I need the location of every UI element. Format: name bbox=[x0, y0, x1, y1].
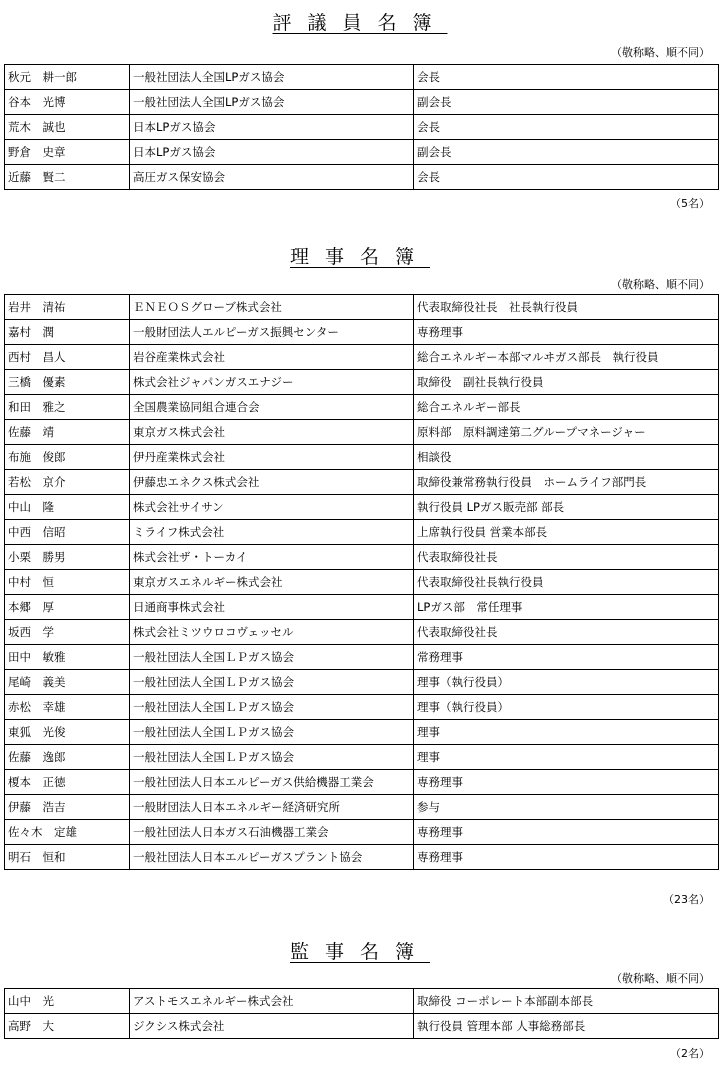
table-row bbox=[5, 345, 719, 370]
member-organization: 一般社団法人全国LPガス協会 bbox=[130, 65, 414, 90]
member-organization: 日通商事株式会社 bbox=[130, 595, 414, 620]
member-name: 和田 雅之 bbox=[5, 395, 130, 420]
member-organization: 株式会社ジャパンガスエナジー bbox=[130, 370, 414, 395]
member-organization: 伊丹産業株式会社 bbox=[130, 445, 414, 470]
table-row bbox=[5, 395, 719, 420]
table-row bbox=[5, 770, 719, 795]
member-organization: アストモスエネルギー株式会社 bbox=[130, 989, 414, 1014]
member-organization: 一般社団法人日本エルピーガス供給機器工業会 bbox=[130, 770, 414, 795]
member-position: 代表取締役社長 bbox=[414, 545, 719, 570]
table-row bbox=[5, 495, 719, 520]
member-name: 若松 京介 bbox=[5, 470, 130, 495]
table-row bbox=[5, 140, 719, 165]
member-position: 執行役員 LPガス販売部 部長 bbox=[414, 495, 719, 520]
member-organization: 全国農業協同組合連合会 bbox=[130, 395, 414, 420]
member-name: 高野 大 bbox=[5, 1014, 130, 1039]
table-row bbox=[5, 370, 719, 395]
member-organization: 一般財団法人日本エネルギー経済研究所 bbox=[130, 795, 414, 820]
table-row bbox=[5, 445, 719, 470]
member-position: 会長 bbox=[414, 165, 719, 190]
member-organization: 株式会社ミツウロコヴェッセル bbox=[130, 620, 414, 645]
member-position: 取締役 コーポレート本部副本部長 bbox=[414, 989, 719, 1014]
member-position: 総合エネルギー本部マルヰガス部長 執行役員 bbox=[414, 345, 719, 370]
member-name: 本郷 厚 bbox=[5, 595, 130, 620]
table-row bbox=[5, 320, 719, 345]
table-row bbox=[5, 90, 719, 115]
member-organization: ＥＮＥＯＳグローブ株式会社 bbox=[130, 295, 414, 320]
member-name: 田中 敏雅 bbox=[5, 645, 130, 670]
table-row bbox=[5, 1014, 719, 1039]
member-position: 取締役 副社長執行役員 bbox=[414, 370, 719, 395]
member-organization: 一般社団法人全国ＬＰガス協会 bbox=[130, 645, 414, 670]
table-row bbox=[5, 295, 719, 320]
honorific-note: （敬称略、順不同） bbox=[611, 972, 710, 985]
member-organization: 日本LPガス協会 bbox=[130, 115, 414, 140]
section-title-councillors: 評議員名簿 bbox=[272, 12, 448, 34]
table-row bbox=[5, 845, 719, 870]
member-position: LPガス部 常任理事 bbox=[414, 595, 719, 620]
member-position: 上席執行役員 営業本部長 bbox=[414, 520, 719, 545]
member-name: 谷本 光博 bbox=[5, 90, 130, 115]
member-name: 尾崎 義美 bbox=[5, 670, 130, 695]
member-organization: ジクシス株式会社 bbox=[130, 1014, 414, 1039]
auditors-table bbox=[4, 988, 719, 1039]
member-position: 専務理事 bbox=[414, 770, 719, 795]
table-row bbox=[5, 745, 719, 770]
member-count: （23名） bbox=[663, 893, 710, 906]
member-name: 佐々木 定雄 bbox=[5, 820, 130, 845]
member-name: 伊藤 浩吉 bbox=[5, 795, 130, 820]
member-position: 代表取締役社長 社長執行役員 bbox=[414, 295, 719, 320]
councillors-table bbox=[4, 64, 719, 190]
member-name: 西村 昌人 bbox=[5, 345, 130, 370]
member-name: 布施 俊郎 bbox=[5, 445, 130, 470]
member-name: 岩井 清祐 bbox=[5, 295, 130, 320]
member-name: 佐藤 逸郎 bbox=[5, 745, 130, 770]
member-name: 近藤 賢二 bbox=[5, 165, 130, 190]
table-row bbox=[5, 795, 719, 820]
member-name: 三橋 優素 bbox=[5, 370, 130, 395]
member-name: 坂西 学 bbox=[5, 620, 130, 645]
table-row bbox=[5, 620, 719, 645]
member-name: 明石 恒和 bbox=[5, 845, 130, 870]
member-position: 理事 bbox=[414, 720, 719, 745]
member-organization: 一般社団法人全国LPガス協会 bbox=[130, 90, 414, 115]
member-organization: 日本LPガス協会 bbox=[130, 140, 414, 165]
table-row bbox=[5, 720, 719, 745]
member-organization: 一般社団法人全国ＬＰガス協会 bbox=[130, 745, 414, 770]
honorific-note: （敬称略、順不同） bbox=[611, 46, 710, 59]
member-name: 中山 隆 bbox=[5, 495, 130, 520]
member-position: 総合エネルギー部長 bbox=[414, 395, 719, 420]
section-title-directors: 理事名簿 bbox=[289, 246, 430, 268]
member-name: 小栗 勝男 bbox=[5, 545, 130, 570]
member-organization: ミライフ株式会社 bbox=[130, 520, 414, 545]
table-row bbox=[5, 115, 719, 140]
table-row bbox=[5, 695, 719, 720]
member-position: 理事（執行役員） bbox=[414, 670, 719, 695]
member-name: 嘉村 潤 bbox=[5, 320, 130, 345]
table-row bbox=[5, 65, 719, 90]
honorific-note: （敬称略、順不同） bbox=[611, 278, 710, 291]
member-name: 中村 恒 bbox=[5, 570, 130, 595]
member-name: 秋元 耕一郎 bbox=[5, 65, 130, 90]
member-position: 会長 bbox=[414, 115, 719, 140]
table-row bbox=[5, 545, 719, 570]
member-position: 常務理事 bbox=[414, 645, 719, 670]
member-name: 赤松 幸雄 bbox=[5, 695, 130, 720]
member-position: 参与 bbox=[414, 795, 719, 820]
member-position: 副会長 bbox=[414, 140, 719, 165]
member-position: 会長 bbox=[414, 65, 719, 90]
member-position: 相談役 bbox=[414, 445, 719, 470]
member-position: 専務理事 bbox=[414, 320, 719, 345]
table-row bbox=[5, 520, 719, 545]
member-position: 代表取締役社長 bbox=[414, 620, 719, 645]
table-row bbox=[5, 670, 719, 695]
table-row bbox=[5, 470, 719, 495]
table-row bbox=[5, 595, 719, 620]
table-row bbox=[5, 165, 719, 190]
member-position: 原料部 原料調達第二グループマネージャー bbox=[414, 420, 719, 445]
member-name: 榎本 正徳 bbox=[5, 770, 130, 795]
member-name: 東狐 光俊 bbox=[5, 720, 130, 745]
member-name: 荒木 誠也 bbox=[5, 115, 130, 140]
member-organization: 岩谷産業株式会社 bbox=[130, 345, 414, 370]
table-row bbox=[5, 645, 719, 670]
member-position: 理事 bbox=[414, 745, 719, 770]
member-position: 代表取締役社長執行役員 bbox=[414, 570, 719, 595]
member-organization: 株式会社ザ・トーカイ bbox=[130, 545, 414, 570]
member-organization: 東京ガス株式会社 bbox=[130, 420, 414, 445]
member-count: （5名） bbox=[670, 197, 710, 210]
member-name: 中西 信昭 bbox=[5, 520, 130, 545]
member-name: 山中 光 bbox=[5, 989, 130, 1014]
member-organization: 一般社団法人全国ＬＰガス協会 bbox=[130, 720, 414, 745]
member-organization: 株式会社サイサン bbox=[130, 495, 414, 520]
member-organization: 高圧ガス保安協会 bbox=[130, 165, 414, 190]
member-organization: 伊藤忠エネクス株式会社 bbox=[130, 470, 414, 495]
table-row bbox=[5, 989, 719, 1014]
member-name: 佐藤 靖 bbox=[5, 420, 130, 445]
member-position: 取締役兼常務執行役員 ホームライフ部門長 bbox=[414, 470, 719, 495]
table-row bbox=[5, 820, 719, 845]
member-position: 執行役員 管理本部 人事総務部長 bbox=[414, 1014, 719, 1039]
member-organization: 一般財団法人エルピーガス振興センター bbox=[130, 320, 414, 345]
member-count: （2名） bbox=[670, 1047, 710, 1060]
directors-table bbox=[4, 294, 719, 870]
section-title-auditors: 監事名簿 bbox=[289, 941, 430, 963]
member-organization: 一般社団法人全国ＬＰガス協会 bbox=[130, 670, 414, 695]
member-organization: 一般社団法人全国ＬＰガス協会 bbox=[130, 695, 414, 720]
member-position: 副会長 bbox=[414, 90, 719, 115]
table-row bbox=[5, 570, 719, 595]
table-row bbox=[5, 420, 719, 445]
member-organization: 一般社団法人日本エルピーガスプラント協会 bbox=[130, 845, 414, 870]
member-position: 専務理事 bbox=[414, 845, 719, 870]
member-organization: 東京ガスエネルギー株式会社 bbox=[130, 570, 414, 595]
member-position: 専務理事 bbox=[414, 820, 719, 845]
member-position: 理事（執行役員） bbox=[414, 695, 719, 720]
member-name: 野倉 史章 bbox=[5, 140, 130, 165]
member-organization: 一般社団法人日本ガス石油機器工業会 bbox=[130, 820, 414, 845]
